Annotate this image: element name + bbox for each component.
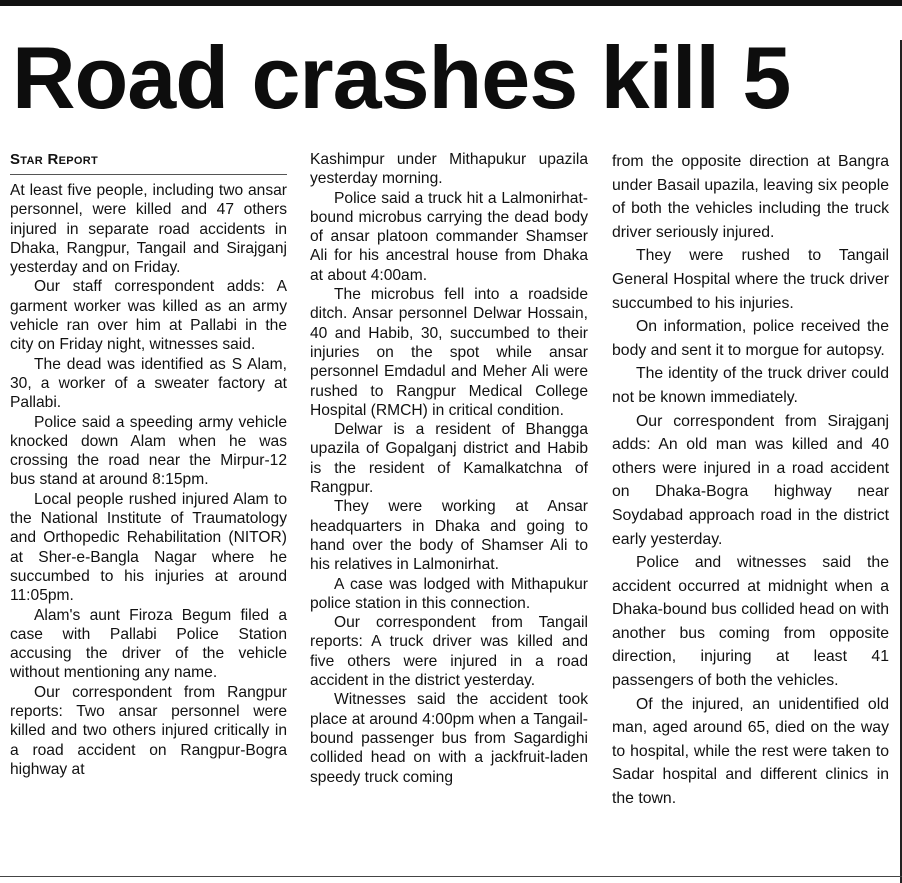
paragraph: Kashimpur under Mithapukur upazila yesterday morning. (310, 151, 588, 188)
paragraph: Police said a speeding army vehicle knocked down Alam when he was crossing the road near the Mirpur-12 bus stand at around 8:15pm. (10, 413, 287, 489)
column-3 (612, 150, 889, 811)
paragraph: Of the injured, an unidentified old man, aged around 65, died on the way to hospital, while the rest were taken to Sadar hospital and different clinics in the town. (612, 695, 889, 808)
paragraph: Police said a truck hit a Lalmonirhat-bound microbus carrying the dead body of ansar platoon commander Shamser Ali for his ancestral house from Dhaka at about 4:00am. (310, 189, 588, 284)
paragraph: The microbus fell into a roadside ditch. Ansar personnel Delwar Hossain, 40 and Habib, 30, succumbed to their injuries on the spot while ansar personnel Emdadul and Meher Ali were rushed to Rangpur Medical College Hospital (RMCH) in critical condition. (310, 286, 588, 419)
byline: Star Report (10, 151, 98, 168)
column-2 (310, 150, 588, 787)
paragraph: Our staff correspondent adds: A garment worker was killed as an army vehicle ran over him at Pallabi in the city on Friday night, witnesses said. (10, 278, 287, 354)
byline-rule (10, 150, 287, 175)
paragraph: Our correspondent from Rangpur reports: Two ansar personnel were killed and two others injured critically in a road accident on Rangpur-Bogra highway at (10, 683, 287, 778)
paragraph: A case was lodged with Mithapukur police station in this connection. (310, 575, 588, 612)
column-1 (10, 150, 287, 779)
paragraph: On information, police received the body and sent it to morgue for autopsy. (612, 318, 889, 359)
paragraph: Local people rushed injured Alam to the National Institute of Traumatology and Orthopedic Rehabilitation (NITOR) at Sher-e-Bangla Nagar where he succumbed to his injuries at around 11:05pm. (10, 490, 287, 605)
bottom-rule (0, 876, 902, 877)
top-rule (0, 0, 902, 6)
paragraph: Delwar is a resident of Bhangga upazila of Gopalganj district and Habib is the resident of Kamalkatchna of Rangpur. (310, 421, 588, 497)
paragraph: Our correspondent from Sirajganj adds: An old man was killed and 40 others were injured in a road accident on Dhaka-Bogra highway near Soydabad approach road in the district early yesterday. (612, 412, 889, 548)
paragraph: They were rushed to Tangail General Hospital where the truck driver succumbed to his injuries. (612, 247, 889, 312)
paragraph: The dead was identified as S Alam, 30, a worker of a sweater factory at Pallabi. (10, 355, 287, 412)
paragraph: Alam's aunt Firoza Begum filed a case with Pallabi Police Station accusing the driver of the vehicle without mentioning any name. (10, 606, 287, 682)
paragraph: from the opposite direction at Bangra under Basail upazila, leaving six people of both the vehicles including the truck driver seriously injured. (612, 153, 889, 241)
headline: Road crashes kill 5 (12, 28, 791, 127)
paragraph: Police and witnesses said the accident occurred at midnight when a Dhaka-bound bus collided head on with another bus coming from opposite direction, injuring at least 41 passengers of both the vehicles. (612, 554, 889, 690)
paragraph: Witnesses said the accident took place at around 4:00pm when a Tangail-bound passenger bus from Sagardighi collided head on with a jackfruit-laden speedy truck coming (310, 691, 588, 786)
paragraph: Our correspondent from Tangail reports: A truck driver was killed and five others were injured in a road accident in the district yesterday. (310, 614, 588, 690)
paragraph: At least five people, including two ansar personnel, were killed and 47 others injured in separate road accidents in Dhaka, Rangpur, Tangail and Sirajganj yesterday and on Friday. (10, 182, 287, 277)
paragraph: The identity of the truck driver could not be known immediately. (612, 365, 889, 406)
paragraph: They were working at Ansar headquarters in Dhaka and going to hand over the body of Shamser Ali to his relatives in Lalmonirhat. (310, 498, 588, 574)
